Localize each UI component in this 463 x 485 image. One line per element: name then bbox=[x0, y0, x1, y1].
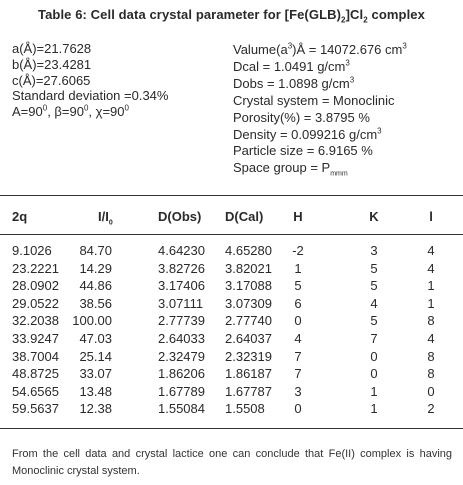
table-header-rule bbox=[0, 234, 463, 235]
table-cell: 1.86206 bbox=[158, 366, 205, 382]
table-cell: 1 bbox=[294, 260, 302, 276]
param-particle-size: Particle size = 6.9165 % bbox=[233, 143, 373, 159]
table-cell: 29.0522 bbox=[12, 295, 59, 311]
table-cell: 1.86187 bbox=[225, 366, 272, 382]
header-2q: 2q bbox=[12, 209, 28, 224]
param-volume: $Valume(a^3)Å = 14072.676$ $cm^3$ bbox=[233, 41, 407, 57]
table-cell: 48.8725 bbox=[12, 366, 59, 382]
param-density: Density = 0.099216 $g/cm^3$ bbox=[233, 126, 382, 142]
param-angles: $A=90^0$, $\beta=90^0$, $\chi=90^0$ bbox=[12, 103, 129, 120]
table-cell: 1.5508 bbox=[225, 401, 265, 417]
table-cell: 33.9247 bbox=[12, 331, 59, 346]
table-row bbox=[0, 331, 463, 349]
table-cell: 7 bbox=[294, 366, 302, 382]
table-cell: 0 bbox=[294, 401, 302, 417]
table-header-row bbox=[0, 209, 463, 227]
header-l: l bbox=[429, 209, 433, 224]
table-cell: 0 bbox=[427, 383, 435, 399]
param-space-group: Space group = $P_{mmm}$ bbox=[233, 160, 348, 178]
table-cell: 44.86 bbox=[79, 278, 112, 294]
table-cell: 25.14 bbox=[79, 348, 112, 364]
physical-parameters bbox=[233, 42, 407, 177]
param-a: a(Å)=21.7628 bbox=[12, 41, 92, 56]
table-bottom-rule bbox=[0, 428, 463, 429]
table-cell: 38.7004 bbox=[12, 348, 59, 364]
conclusion-text: From the cell data and crystal lactice one can conclude that Fe(II) complex is having Monoclinic crystal system. bbox=[12, 448, 452, 477]
table-cell: 1 bbox=[427, 278, 435, 294]
table-cell: 5 bbox=[370, 278, 378, 294]
table-row bbox=[0, 261, 463, 279]
table-cell: 100.00 bbox=[72, 313, 112, 329]
table-cell: 8 bbox=[427, 313, 435, 329]
table-title: Table 6: Cell data crystal parameter for $[Fe(GLB)_2]Cl_2$ complex bbox=[38, 7, 425, 25]
header-h: H bbox=[293, 209, 303, 224]
table-cell: 3.82021 bbox=[225, 260, 272, 276]
table-cell: 3.07111 bbox=[158, 295, 204, 311]
header-d-cal: D(Cal) bbox=[225, 209, 264, 224]
table-row bbox=[0, 366, 463, 384]
table-cell: 84.70 bbox=[79, 243, 112, 258]
table-cell: 8 bbox=[427, 366, 435, 382]
table-cell: 4 bbox=[427, 243, 435, 258]
table-cell: 28.0902 bbox=[12, 278, 59, 294]
table-cell: 3.82726 bbox=[158, 260, 205, 276]
table-cell: 7 bbox=[370, 331, 378, 346]
table-cell: 1 bbox=[370, 401, 378, 417]
table-cell: 5 bbox=[370, 260, 378, 276]
table-cell: 5 bbox=[370, 313, 378, 329]
table-cell: 4 bbox=[427, 260, 435, 276]
table-cell: 2.32479 bbox=[158, 348, 205, 364]
table-cell: 3 bbox=[294, 383, 302, 399]
param-b: b(Å)=23.4281 bbox=[12, 56, 92, 72]
table-cell: 4 bbox=[294, 331, 302, 346]
table-cell: 3.07309 bbox=[225, 295, 272, 311]
table-cell: 0 bbox=[370, 366, 378, 382]
table-cell: 8 bbox=[427, 348, 435, 364]
table-cell: 2.32319 bbox=[225, 348, 272, 364]
table-cell: 32.2038 bbox=[12, 313, 59, 329]
table-row bbox=[0, 349, 463, 367]
table-row bbox=[0, 243, 463, 261]
table-cell: 4.64230 bbox=[158, 243, 205, 258]
table-cell: 0 bbox=[370, 348, 378, 364]
table-cell: 4.65280 bbox=[225, 243, 272, 258]
param-c: c(Å)=27.6065 bbox=[12, 72, 91, 88]
table-cell: 4 bbox=[370, 295, 378, 311]
table-cell: 1.67789 bbox=[158, 383, 205, 399]
table-cell: 3.17406 bbox=[158, 278, 205, 294]
param-dobs: Dobs = 1.0898 $g/cm^3$ bbox=[233, 75, 355, 91]
table-top-rule bbox=[0, 195, 463, 196]
table-cell: 4 bbox=[427, 331, 435, 346]
table-cell: 59.5637 bbox=[12, 401, 59, 417]
table-cell: 12.38 bbox=[79, 401, 112, 417]
table-cell: 1 bbox=[370, 383, 378, 399]
table-row bbox=[0, 384, 463, 402]
table-cell: 2.64033 bbox=[158, 331, 205, 346]
param-std-dev: Standard deviation =0.34% bbox=[12, 88, 169, 104]
table-cell: 2.77740 bbox=[225, 313, 272, 329]
param-dcal: Dcal = 1.0491 $g/cm^3$ bbox=[233, 58, 350, 74]
table-row bbox=[0, 278, 463, 296]
table-row bbox=[0, 313, 463, 331]
table-cell: 3.17088 bbox=[225, 278, 272, 294]
table-cell: 38.56 bbox=[79, 295, 112, 311]
table-cell: 9.1026 bbox=[12, 243, 52, 258]
table-cell: 23.2221 bbox=[12, 260, 59, 276]
param-crystal-system: Crystal system = Monoclinic bbox=[233, 92, 395, 108]
table-cell: 7 bbox=[294, 348, 302, 364]
table-cell: 2 bbox=[427, 401, 435, 417]
table-cell: 14.29 bbox=[79, 260, 112, 276]
table-row bbox=[0, 401, 463, 419]
table-cell: 5 bbox=[294, 278, 302, 294]
table-cell: 0 bbox=[294, 313, 302, 329]
header-d-obs: D(Obs) bbox=[158, 209, 202, 224]
header-intensity: $I/I_0$ bbox=[98, 209, 113, 227]
table-cell: 33.07 bbox=[79, 366, 112, 382]
table-cell: 54.6565 bbox=[12, 383, 59, 399]
table-cell: 1.55084 bbox=[158, 401, 205, 417]
header-k: K bbox=[369, 209, 379, 224]
table-cell: 2.64037 bbox=[225, 331, 272, 346]
table-row bbox=[0, 296, 463, 314]
table-cell: 13.48 bbox=[79, 383, 112, 399]
table-cell: 6 bbox=[294, 295, 302, 311]
table-cell: 3 bbox=[370, 243, 378, 258]
table-cell: -2 bbox=[292, 243, 304, 258]
lattice-parameters bbox=[12, 41, 168, 120]
param-porosity: Porosity(%) = 3.8795 % bbox=[233, 109, 370, 125]
table-cell: 1 bbox=[427, 295, 435, 311]
table-cell: 47.03 bbox=[79, 331, 112, 346]
table-cell: 2.77739 bbox=[158, 313, 205, 329]
table-cell: 1.67787 bbox=[225, 383, 272, 399]
